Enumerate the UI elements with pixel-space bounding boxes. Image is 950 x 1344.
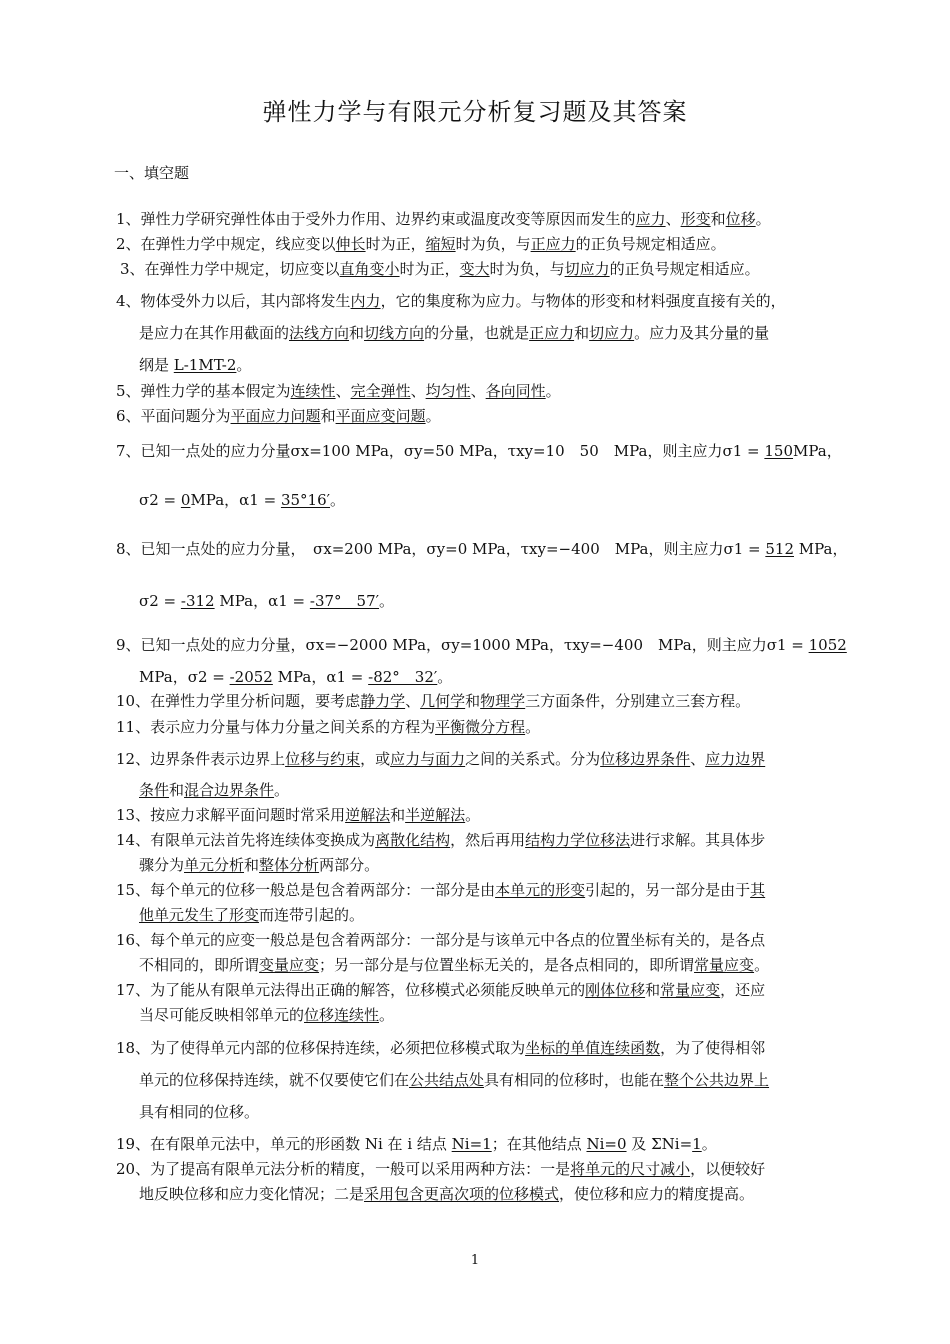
question-text: 三方面条件，分别建立三套方程。 <box>525 692 751 710</box>
question-20-cont <box>139 1183 754 1204</box>
answer-blank: 150 <box>764 442 794 460</box>
question-text: ；另一部分是与位置坐标无关的，是各点相同的，即所谓 <box>319 956 695 974</box>
question-18-cont <box>139 1069 769 1090</box>
answer-blank: 完全弹性 <box>350 382 411 400</box>
question-20 <box>116 1158 765 1179</box>
question-text: 时为正， <box>399 260 460 278</box>
question-text: 的分量，也就是 <box>424 324 530 342</box>
answer-blank: -312 <box>180 592 215 610</box>
answer-blank: 常量应变 <box>660 981 721 999</box>
answer-blank: 内力 <box>350 292 381 310</box>
question-text: 。 <box>274 781 290 799</box>
question-text: 和 <box>169 781 185 799</box>
question-16 <box>116 929 765 950</box>
question-text: 10、在弹性力学里分析问题，要考虑 <box>116 692 361 710</box>
answer-blank: 半逆解法 <box>405 806 466 824</box>
answer-blank: 1 <box>692 1135 702 1153</box>
answer-blank: 刚体位移 <box>585 981 646 999</box>
question-2 <box>116 233 726 254</box>
page-number: 1 <box>470 1253 480 1268</box>
question-14 <box>116 829 765 850</box>
question-text: 骤分为 <box>139 856 185 874</box>
question-text: 和 <box>390 806 406 824</box>
question-3 <box>120 258 760 279</box>
question-8 <box>116 538 848 559</box>
question-6 <box>116 405 441 426</box>
question-18 <box>116 1037 765 1058</box>
answer-blank: 连续性 <box>290 382 336 400</box>
question-text: MPa， <box>794 540 848 558</box>
question-text: 16、每个单元的应变一般总是包含着两部分：一部分是与该单元中各点的位置坐标有关的，是各点 <box>116 931 766 949</box>
question-text: MPa，α1 = <box>190 491 281 509</box>
answer-blank: Ni=0 <box>586 1135 627 1153</box>
question-text: 。应力及其分量的量 <box>634 324 770 342</box>
question-17 <box>116 979 765 1000</box>
answer-blank: 位移连续性 <box>304 1006 380 1024</box>
question-10 <box>116 690 750 711</box>
question-text: 3、在弹性力学中规定，切应变以 <box>120 260 340 278</box>
question-text: 13、按应力求解平面问题时常采用 <box>116 806 346 824</box>
question-text: 、 <box>405 692 421 710</box>
question-7-cont <box>139 489 345 510</box>
question-18-cont2 <box>139 1101 259 1122</box>
answer-blank: 单元分析 <box>184 856 245 874</box>
answer-blank: 整体分析 <box>259 856 320 874</box>
answer-blank: 其 <box>750 881 766 899</box>
answer-blank: 0 <box>180 491 191 509</box>
answer-blank: 坐标的单值连续函数 <box>525 1039 661 1057</box>
question-text: 7、已知一点处的应力分量σx=100 MPa，σy=50 MPa，τxy=10 50 MPa，则主应力σ1 = <box>116 442 765 460</box>
question-text: 5、弹性力学的基本假定为 <box>116 382 291 400</box>
question-text: 不相同的，即所谓 <box>139 956 260 974</box>
question-12 <box>116 748 765 769</box>
question-text: 单元的位移保持连续，就不仅要使它们在 <box>139 1071 410 1089</box>
question-text: 是应力在其作用截面的 <box>139 324 290 342</box>
answer-blank: 物理学 <box>480 692 526 710</box>
question-4-cont <box>139 322 769 343</box>
document-title: 弹性力学与有限元分析复习题及其答案 <box>262 98 688 126</box>
question-text: 。 <box>545 382 561 400</box>
question-text: 。 <box>465 806 481 824</box>
answer-blank: 公共结点处 <box>409 1071 485 1089</box>
answer-blank: 静力学 <box>360 692 406 710</box>
question-16-cont <box>139 954 769 975</box>
question-15-cont <box>139 904 364 925</box>
answer-blank: 缩短 <box>425 235 456 253</box>
question-5 <box>116 380 561 401</box>
answer-blank: 平衡微分方程 <box>435 718 526 736</box>
question-text: ，然后再用 <box>450 831 526 849</box>
question-text: 6、平面问题分为 <box>116 407 231 425</box>
answer-blank: 直角变小 <box>339 260 400 278</box>
question-text: ，使位移和应力的精度提高。 <box>559 1185 755 1203</box>
answer-blank: 将单元的尺寸减小 <box>570 1160 691 1178</box>
answer-blank: 正应力 <box>529 324 575 342</box>
question-9 <box>116 634 847 655</box>
question-text: 。 <box>379 1006 395 1024</box>
answer-blank: 各向同性 <box>485 382 546 400</box>
question-text: 14、有限单元法首先将连续体变换成为 <box>116 831 376 849</box>
question-text: 之间的关系式。分为 <box>465 750 601 768</box>
question-12-cont <box>139 779 289 800</box>
question-text: 时为负，与 <box>455 235 531 253</box>
question-11 <box>116 716 540 737</box>
question-text: 。 <box>330 491 346 509</box>
question-text: 12、边界条件表示边界上 <box>116 750 286 768</box>
answer-blank: 35°16′ <box>280 491 331 509</box>
question-text: 而连带引起的。 <box>259 906 365 924</box>
question-text: 18、为了使得单元内部的位移保持连续，必须把位移模式取为 <box>116 1039 526 1057</box>
question-text: 当尽可能反映相邻单元的 <box>139 1006 305 1024</box>
question-17-cont <box>139 1004 394 1025</box>
answer-blank: 切应力 <box>589 324 635 342</box>
question-text: 和 <box>320 407 336 425</box>
answer-blank: 他单元发生了形变 <box>139 906 260 924</box>
question-text: 。 <box>425 407 441 425</box>
question-text: ，它的集度称为应力。与物体的形变和材料强度直接有关的， <box>380 292 786 310</box>
answer-blank: 位移与约束 <box>285 750 361 768</box>
question-text: 和 <box>645 981 661 999</box>
question-text: 20、为了提高有限单元法分析的精度，一般可以采用两种方法：一是 <box>116 1160 571 1178</box>
question-text: ；在其他结点 <box>491 1135 587 1153</box>
answer-blank: -2052 <box>229 668 273 686</box>
question-1 <box>116 208 771 229</box>
answer-blank: 应力 <box>635 210 666 228</box>
question-7 <box>116 440 842 461</box>
question-text: 。 <box>525 718 541 736</box>
question-15 <box>116 879 765 900</box>
question-text: σ2 = <box>139 491 181 509</box>
question-text: 4、物体受外力以后，其内部将发生 <box>116 292 351 310</box>
answer-blank: 变大 <box>459 260 490 278</box>
question-text: ，还应 <box>720 981 766 999</box>
answer-blank: 结构力学位移法 <box>525 831 631 849</box>
answer-blank: 几何学 <box>420 692 466 710</box>
question-8-cont <box>139 590 394 611</box>
question-text: MPa，α1 = <box>214 592 310 610</box>
question-text: 。 <box>755 210 771 228</box>
question-text: 。 <box>701 1135 717 1153</box>
question-text: 和 <box>710 210 726 228</box>
answer-blank: 平面应力问题 <box>230 407 321 425</box>
question-text: σ2 = <box>139 592 181 610</box>
question-text: 。 <box>236 356 252 374</box>
answer-blank: 位移边界条件 <box>600 750 691 768</box>
answer-blank: 位移 <box>725 210 756 228</box>
answer-blank: 形变 <box>680 210 711 228</box>
answer-blank: Ni=1 <box>451 1135 492 1153</box>
question-text: 进行求解。其具体步 <box>630 831 766 849</box>
answer-blank: 法线方向 <box>289 324 350 342</box>
question-text: 引起的，另一部分是由于 <box>585 881 751 899</box>
answer-blank: 变量应变 <box>259 956 320 974</box>
answer-blank: -82° 32′ <box>368 668 438 686</box>
answer-blank: 本单元的形变 <box>495 881 586 899</box>
question-13 <box>116 804 480 825</box>
answer-blank: 整个公共边界上 <box>664 1071 770 1089</box>
question-text: 19、在有限单元法中，单元的形函数 Ni 在 i 结点 <box>116 1135 452 1153</box>
answer-blank: 512 <box>765 540 794 558</box>
answer-blank: 应力边界 <box>705 750 766 768</box>
question-text: 时为正， <box>365 235 426 253</box>
answer-blank: L-1MT-2 <box>173 356 237 374</box>
question-text: 、 <box>690 750 706 768</box>
answer-blank: 正应力 <box>530 235 576 253</box>
question-text: 、 <box>410 382 426 400</box>
answer-blank: 平面应变问题 <box>335 407 426 425</box>
answer-blank: 逆解法 <box>345 806 391 824</box>
question-text: 、 <box>335 382 351 400</box>
question-text: 纲是 <box>139 356 174 374</box>
question-text: 的正负号规定相适应。 <box>609 260 760 278</box>
question-text: 9、已知一点处的应力分量，σx=−2000 MPa，σy=1000 MPa，τxy=−400 MPa，则主应力σ1 = <box>116 636 809 654</box>
question-text: MPa，α1 = <box>272 668 369 686</box>
question-text: ，或 <box>360 750 391 768</box>
question-text: 2、在弹性力学中规定，线应变以 <box>116 235 336 253</box>
question-text: 。 <box>754 956 770 974</box>
section-heading: 一、填空题 <box>114 164 190 182</box>
question-text: 的正负号规定相适应。 <box>575 235 726 253</box>
question-text: 1、弹性力学研究弹性体由于受外力作用、边界约束或温度改变等原因而发生的 <box>116 210 636 228</box>
answer-blank: 应力与面力 <box>390 750 466 768</box>
answer-blank: -37° 57′ <box>309 592 380 610</box>
question-9-cont <box>139 666 452 687</box>
answer-blank: 伸长 <box>335 235 366 253</box>
answer-blank: 混合边界条件 <box>184 781 275 799</box>
question-text: 地反映位移和应力变化情况；二是 <box>139 1185 365 1203</box>
answer-blank: 条件 <box>139 781 170 799</box>
question-text: MPa， <box>793 442 842 460</box>
question-text: MPa，σ2 = <box>139 668 230 686</box>
question-text: 和 <box>244 856 260 874</box>
answer-blank: 切应力 <box>564 260 610 278</box>
answer-blank: 1052 <box>808 636 847 654</box>
question-text: 和 <box>465 692 481 710</box>
question-text: 及 ΣNi= <box>626 1135 693 1153</box>
question-text: 17、为了能从有限单元法得出正确的解答，位移模式必须能反映单元的 <box>116 981 586 999</box>
question-text: 具有相同的位移。 <box>139 1103 260 1121</box>
question-text: 和 <box>349 324 365 342</box>
answer-blank: 常量应变 <box>694 956 755 974</box>
question-text: 具有相同的位移时，也能在 <box>484 1071 665 1089</box>
question-text: 、 <box>665 210 681 228</box>
question-19 <box>116 1133 717 1154</box>
question-text: 。 <box>437 668 453 686</box>
question-text: 和 <box>574 324 590 342</box>
question-14-cont <box>139 854 379 875</box>
question-4 <box>116 290 786 311</box>
question-text: ，为了使得相邻 <box>660 1039 766 1057</box>
answer-blank: 采用包含更高次项的位移模式 <box>364 1185 560 1203</box>
question-text: 11、表示应力分量与体力分量之间关系的方程为 <box>116 718 436 736</box>
question-text: 8、已知一点处的应力分量， σx=200 MPa，σy=0 MPa，τxy=−400 MPa，则主应力σ1 = <box>116 540 766 558</box>
question-4-cont2 <box>139 354 251 375</box>
answer-blank: 离散化结构 <box>375 831 451 849</box>
answer-blank: 均匀性 <box>425 382 471 400</box>
question-text: 、 <box>470 382 486 400</box>
question-text: 。 <box>379 592 395 610</box>
answer-blank: 切线方向 <box>364 324 425 342</box>
question-text: 两部分。 <box>319 856 380 874</box>
question-text: 时为负，与 <box>489 260 565 278</box>
question-text: 15、每个单元的位移一般总是包含着两部分：一部分是由 <box>116 881 496 899</box>
question-text: ，以便较好 <box>690 1160 766 1178</box>
